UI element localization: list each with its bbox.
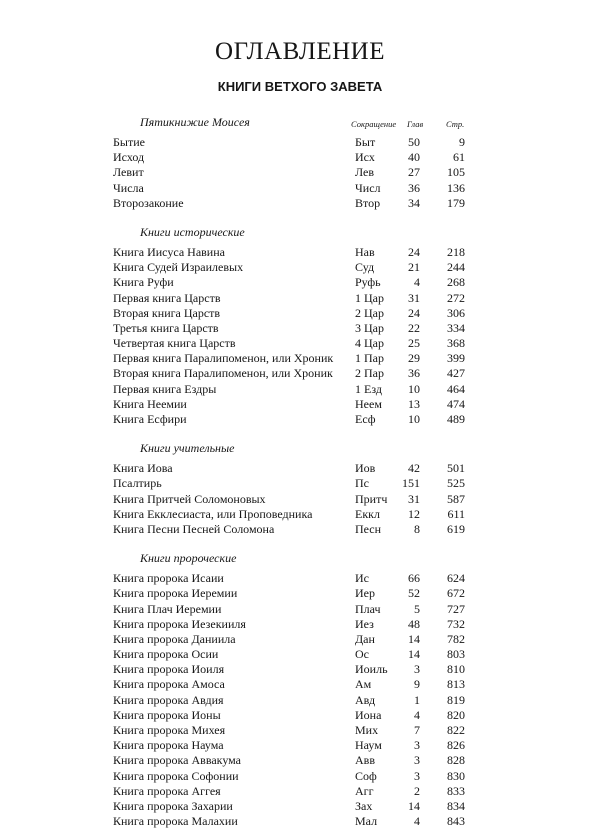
book-chapter-count: 2 [414,783,420,798]
section-book-list [0,135,600,211]
book-name: Книга пророка Осии [113,647,219,662]
book-abbreviation: Плач [355,601,381,616]
book-chapter-count: 4 [414,814,420,829]
book-page-number: 803 [447,647,465,662]
book-name: Книга пророка Аввакума [113,753,241,768]
book-abbreviation: Лев [355,165,375,180]
book-abbreviation: 1 Езд [355,381,382,396]
book-page-number: 834 [447,798,465,813]
book-abbreviation: Числ [355,180,381,195]
book-page-number: 820 [447,707,465,722]
book-page-number: 843 [447,814,465,829]
book-page-number: 61 [453,150,465,165]
book-abbreviation: Иез [355,616,374,631]
book-chapter-count: 4 [414,275,420,290]
book-name: Книга пророка Софонии [113,768,239,783]
book-abbreviation: Нав [355,244,375,259]
book-chapter-count: 3 [414,768,420,783]
book-row [0,799,600,814]
section-title: Книги исторические [140,224,245,239]
book-chapter-count: 48 [408,616,420,631]
book-row [0,814,600,829]
book-name: Книга Руфи [113,275,174,290]
book-row [0,602,600,617]
book-chapter-count: 22 [408,320,420,335]
book-abbreviation: Наум [355,738,382,753]
book-chapter-count: 42 [408,461,420,476]
book-row [0,196,600,211]
table-of-contents [0,114,600,829]
book-name: Книга пророка Иезекииля [113,616,246,631]
book-row [0,723,600,738]
book-chapter-count: 10 [408,381,420,396]
book-abbreviation: Иов [355,461,376,476]
section-title: Книги пророческие [140,551,237,566]
book-page-number: 813 [447,677,465,692]
book-name: Книга пророка Аггея [113,783,221,798]
book-chapter-count: 10 [408,412,420,426]
book-page-number: 244 [447,260,465,275]
book-chapter-count: 29 [408,351,420,366]
book-row [0,275,600,290]
book-row [0,647,600,662]
book-abbreviation: Ис [355,571,369,586]
book-page-number: 727 [447,601,465,616]
book-row [0,150,600,165]
book-chapter-count: 66 [408,571,420,586]
book-name: Книга Екклесиаста, или Проповедника [113,506,313,521]
book-name: Второзаконие [113,195,184,210]
book-name: Книга Плач Иеремии [113,601,222,616]
book-abbreviation: Песн [355,521,382,536]
book-page-number: 830 [447,768,465,783]
book-abbreviation: Руфь [355,275,381,290]
book-abbreviation: Мих [355,723,379,737]
section-book-list [0,571,600,829]
section-gap [0,427,600,440]
book-name: Вторая книга Паралипоменон, или Хроник [113,366,333,381]
book-page-number: 611 [447,506,465,521]
book-chapter-count: 13 [408,396,420,411]
book-row [0,397,600,412]
book-abbreviation: Исх [355,150,375,165]
book-name: Четвертая книга Царств [113,336,236,351]
book-abbreviation: Суд [355,260,375,275]
book-abbreviation: Ос [355,647,369,662]
book-abbreviation: Притч [355,491,388,506]
book-chapter-count: 3 [414,662,420,677]
book-row [0,165,600,180]
book-page-number: 179 [447,195,465,210]
book-abbreviation: Иона [355,707,382,722]
book-abbreviation: Зах [355,798,373,813]
book-chapter-count: 50 [408,135,420,149]
book-page-number: 782 [447,631,465,646]
book-name: Книга Песни Песней Соломона [113,521,275,536]
book-name: Вторая книга Царств [113,305,221,320]
book-name: Книга Судей Израилевых [113,260,244,275]
book-page-number: 810 [447,662,465,677]
book-page-number: 624 [447,571,465,586]
book-name: Псалтирь [113,476,162,491]
book-page-number: 427 [447,366,465,381]
book-name: Книга пророка Авдия [113,692,224,707]
book-page-number: 587 [447,491,465,506]
book-chapter-count: 8 [414,521,420,536]
book-abbreviation: Есф [355,412,376,426]
book-chapter-count: 36 [408,366,420,381]
book-abbreviation: 3 Цар [355,320,384,335]
book-chapter-count: 52 [408,586,420,601]
section-book-list [0,245,600,427]
book-row [0,769,600,784]
book-row [0,291,600,306]
book-name: Исход [113,150,145,165]
book-abbreviation: Пс [355,476,369,491]
column-header-page: Стр. [446,119,465,129]
book-chapter-count: 25 [408,336,420,351]
book-page-number: 819 [447,692,465,707]
book-page-number: 619 [447,521,465,536]
book-row [0,693,600,708]
section-gap [0,211,600,224]
book-chapter-count: 151 [402,476,420,491]
book-page-number: 136 [447,180,465,195]
book-row [0,662,600,677]
book-abbreviation: Авв [355,753,375,768]
book-name: Книга пророка Малахии [113,814,238,829]
page-title: ОГЛАВЛЕНИЕ [215,38,385,65]
book-chapter-count: 21 [408,260,420,275]
book-abbreviation: 4 Цар [355,336,384,351]
book-name: Первая книга Царств [113,290,221,305]
book-name: Книга Притчей Соломоновых [113,491,266,506]
book-row [0,461,600,476]
book-page-number: 368 [447,336,465,351]
page-subtitle: КНИГИ ВЕТХОГО ЗАВЕТА [217,79,383,94]
book-page-number: 9 [459,135,465,149]
book-row [0,617,600,632]
book-row [0,632,600,647]
book-name: Третья книга Царств [113,320,219,335]
book-page-number: 489 [447,412,465,426]
book-name: Книга пророка Исаии [113,571,224,586]
book-row [0,492,600,507]
book-row [0,181,600,196]
book-abbreviation: 1 Пар [355,351,384,366]
book-page-number: 218 [447,244,465,259]
column-header-abbr: Сокращение [351,119,397,129]
book-page-number: 399 [447,351,465,366]
book-page-number: 525 [447,476,465,491]
book-name: Бытие [113,135,145,149]
book-abbreviation: Агг [355,783,374,798]
book-chapter-count: 27 [408,165,420,180]
book-name: Книга пророка Амоса [113,677,225,692]
book-abbreviation: Неем [355,396,382,411]
book-chapter-count: 4 [414,707,420,722]
book-row [0,306,600,321]
book-row [0,260,600,275]
book-row [0,245,600,260]
book-row [0,522,600,537]
column-header-chapters: Глав [407,119,424,129]
book-chapter-count: 9 [414,677,420,692]
book-chapter-count: 24 [408,244,420,259]
book-row [0,321,600,336]
book-abbreviation: 2 Цар [355,305,384,320]
book-row [0,784,600,799]
book-name: Книга Иисуса Навина [113,244,225,259]
book-name: Книга пророка Иоиля [113,662,225,677]
section-title: Книги учительные [140,441,235,456]
book-name: Книга пророка Михея [113,723,226,737]
book-name: Книга пророка Наума [113,738,224,753]
book-page-number: 833 [447,783,465,798]
book-page-number: 268 [447,275,465,290]
book-name: Книга Есфири [113,412,187,426]
book-row [0,507,600,522]
book-name: Книга пророка Даниила [113,631,236,646]
book-chapter-count: 31 [408,491,420,506]
book-name: Первая книга Ездры [113,381,217,396]
book-abbreviation: Иоиль [355,662,388,677]
book-name: Книга пророка Иеремии [113,586,238,601]
book-abbreviation: Авд [355,692,376,707]
book-chapter-count: 1 [414,692,420,707]
book-page-number: 105 [447,165,465,180]
book-row [0,366,600,381]
book-row [0,753,600,768]
book-chapter-count: 14 [408,631,420,646]
book-chapter-count: 14 [408,647,420,662]
book-name: Книга пророка Захарии [113,798,233,813]
book-chapter-count: 31 [408,290,420,305]
book-chapter-count: 24 [408,305,420,320]
book-name: Числа [113,180,144,195]
book-row [0,677,600,692]
section-gap [0,537,600,550]
book-name: Книга пророка Ионы [113,707,221,722]
section-book-list [0,461,600,537]
book-name: Первая книга Паралипоменон, или Хроник [113,351,334,366]
book-abbreviation: Еккл [355,506,380,521]
book-abbreviation: 1 Цар [355,290,384,305]
book-chapter-count: 34 [408,195,420,210]
book-row [0,571,600,586]
book-chapter-count: 36 [408,180,420,195]
book-page-number: 501 [447,461,465,476]
book-row [0,351,600,366]
book-chapter-count: 3 [414,738,420,753]
section-title: Пятикнижие Моисея [140,115,250,129]
book-row [0,412,600,427]
book-row [0,708,600,723]
book-name: Левит [113,165,144,180]
book-chapter-count: 7 [414,723,420,737]
book-abbreviation: Втор [355,195,381,210]
book-page-number: 672 [447,586,465,601]
book-page-number: 828 [447,753,465,768]
book-row [0,586,600,601]
book-abbreviation: Быт [355,135,376,149]
book-chapter-count: 3 [414,753,420,768]
book-abbreviation: Соф [355,768,377,783]
book-abbreviation: Мал [355,814,378,829]
book-name: Книга Неемии [113,396,187,411]
book-row [0,382,600,397]
book-page-number: 822 [447,723,465,737]
book-page-number: 464 [447,381,465,396]
book-page-number: 474 [447,396,465,411]
book-row [0,476,600,491]
book-abbreviation: 2 Пар [355,366,384,381]
book-chapter-count: 40 [408,150,420,165]
book-abbreviation: Дан [355,631,375,646]
book-page-number: 732 [447,616,465,631]
book-page-number: 306 [447,305,465,320]
book-row [0,738,600,753]
book-abbreviation: Ам [355,677,372,692]
book-chapter-count: 5 [414,601,420,616]
book-page-number: 826 [447,738,465,753]
book-chapter-count: 14 [408,798,420,813]
book-page-number: 334 [447,320,465,335]
book-name: Книга Иова [113,461,173,476]
book-chapter-count: 12 [408,506,420,521]
book-row [0,135,600,150]
book-row [0,336,600,351]
book-page-number: 272 [447,290,465,305]
book-abbreviation: Иер [355,586,375,601]
